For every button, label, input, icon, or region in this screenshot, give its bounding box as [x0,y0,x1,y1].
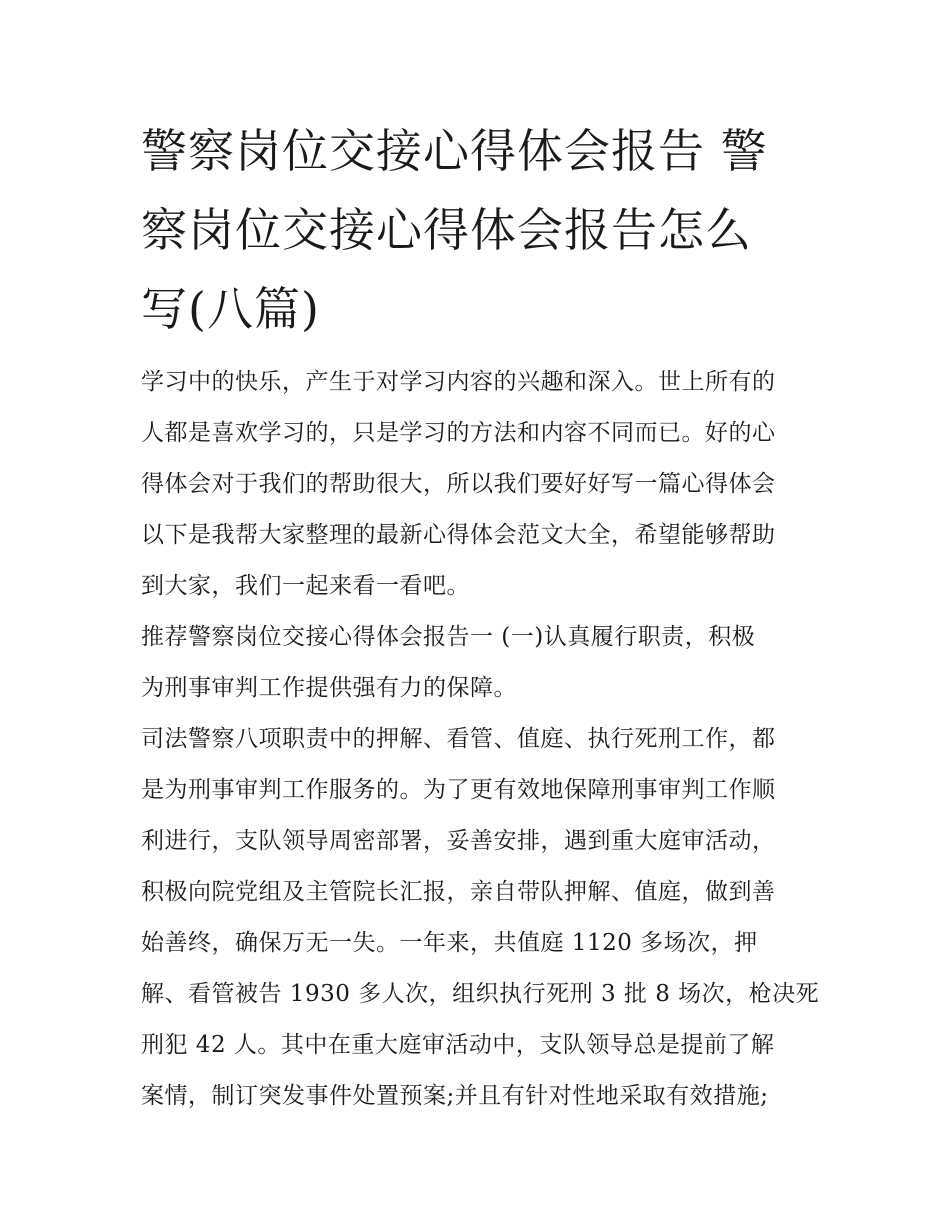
title-line: 警察岗位交接心得体会报告 警 [141,124,768,178]
text-line: 始善终，确保万无一失。一年来，共值庭 1120 多场次，押 [141,930,758,956]
text-line: 为刑事审判工作提供强有力的保障。 [141,675,517,701]
text-line: 解、看管被告 1930 多人次，组织执行死刑 3 批 8 场次，枪决死 [141,981,820,1007]
paragraph-duties [141,714,821,1122]
text-line: 刑犯 42 人。其中在重大庭审活动中，支队领导总是提前了解 [141,1032,775,1058]
text-line: 推荐警察岗位交接心得体会报告一 (一)认真履行职责，积极 [141,624,756,650]
text-line: 积极向院党组及主管院长汇报，亲自带队押解、值庭，做到善 [141,879,776,905]
text-line: 到大家，我们一起来看一看吧。 [141,573,470,599]
title-line: 写(八篇) [141,282,320,336]
text-line: 学习中的快乐，产生于对学习内容的兴趣和深入。世上所有的 [141,369,776,395]
text-line: 是为刑事审判工作服务的。为了更有效地保障刑事审判工作顺 [141,777,776,803]
text-line: 以下是我帮大家整理的最新心得体会范文大全，希望能够帮助 [141,522,776,548]
document-title [141,112,821,349]
text-line: 得体会对于我们的帮助很大，所以我们要好好写一篇心得体会 [141,471,776,497]
title-line: 察岗位交接心得体会报告怎么 [141,203,752,257]
text-line: 司法警察八项职责中的押解、看管、值庭、执行死刑工作，都 [141,726,776,752]
text-line: 案情，制订突发事件处置预案;并且有针对性地采取有效措施; [141,1083,769,1109]
document-body [141,357,821,1122]
paragraph-intro [141,357,821,612]
paragraph-recommend [141,612,821,714]
text-line: 人都是喜欢学习的，只是学习的方法和内容不同而已。好的心 [141,420,776,446]
text-line: 利进行，支队领导周密部署，妥善安排，遇到重大庭审活动， [141,828,776,854]
